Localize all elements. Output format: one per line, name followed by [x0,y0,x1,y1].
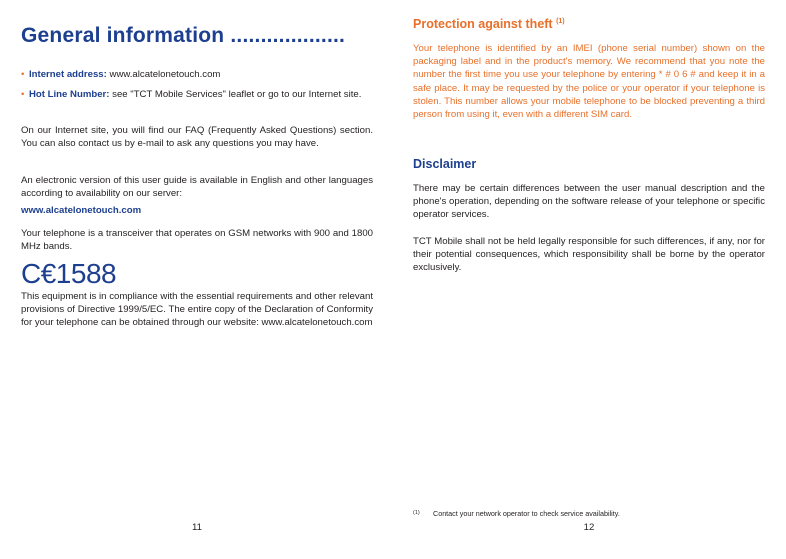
ce-mark: C€1588 [21,258,117,289]
left-page [21,0,373,559]
internet-address-label: Internet address: [29,69,107,80]
right-page [413,0,765,559]
page-title: General information ................... [21,24,346,47]
server-url: www.alcatelonetouch.com [21,205,142,216]
compliance-paragraph: This equipment is in compliance with the essential requirements and other relevant provisions of Directive 1999/5/EC. The entire copy of the Declaration of Conformity for your telephone can be obtained through our website: www.alcatelonetouch.com [21,291,373,329]
internet-address-value: www.alcatelonetouch.com [106,69,221,80]
gsm-paragraph: Your telephone is a transceiver that operates on GSM networks with 900 and 1800 MHz bands. [21,228,373,253]
disclaimer-paragraph-1: There may be certain differences between the user manual description and the phone's operation, depending on the software release of your telephone or specific operator services. [413,183,765,221]
faq-paragraph: On our Internet site, you will find our FAQ (Frequently Asked Questions) section. You can also contact us by e-mail to ask any questions you may have. [21,125,373,150]
page-number-right: 12 [583,522,595,533]
hotline-value: see "TCT Mobile Services" leaflet or go to our Internet site. [109,89,362,100]
theft-paragraph: Your telephone is identified by an IMEI (phone serial number) shown on the packaging label and in the product's memory. We recommend that you note the number the first time you use your telephone by entering * # 0 6 # and keep it in a safe place. It may be requested by the police or your operator if your telephone is stolen. This number allows your mobile telephone to be blocked preventing a third person from using it, even with a different SIM card. [413,43,765,121]
bullet-icon: • [21,69,25,80]
disclaimer-heading: Disclaimer [413,157,477,171]
hotline-label: Hot Line Number: [29,89,110,100]
electronic-version-paragraph: An electronic version of this user guide is available in English and other languages according to availability on our server: [21,175,373,200]
page-number-left: 11 [192,522,202,533]
hotline-item [21,88,373,101]
bullet-icon: • [21,89,25,100]
internet-address-item [21,68,373,81]
disclaimer-paragraph-2: TCT Mobile shall not be held legally responsible for such differences, if any, nor for their potential consequences, which responsibility shall be borne by the operator exclusively. [413,236,765,274]
footnote: (1) Contact your network operator to check service availability. [413,509,620,518]
theft-heading: Protection against theft $^{(1)}$ [413,17,565,31]
